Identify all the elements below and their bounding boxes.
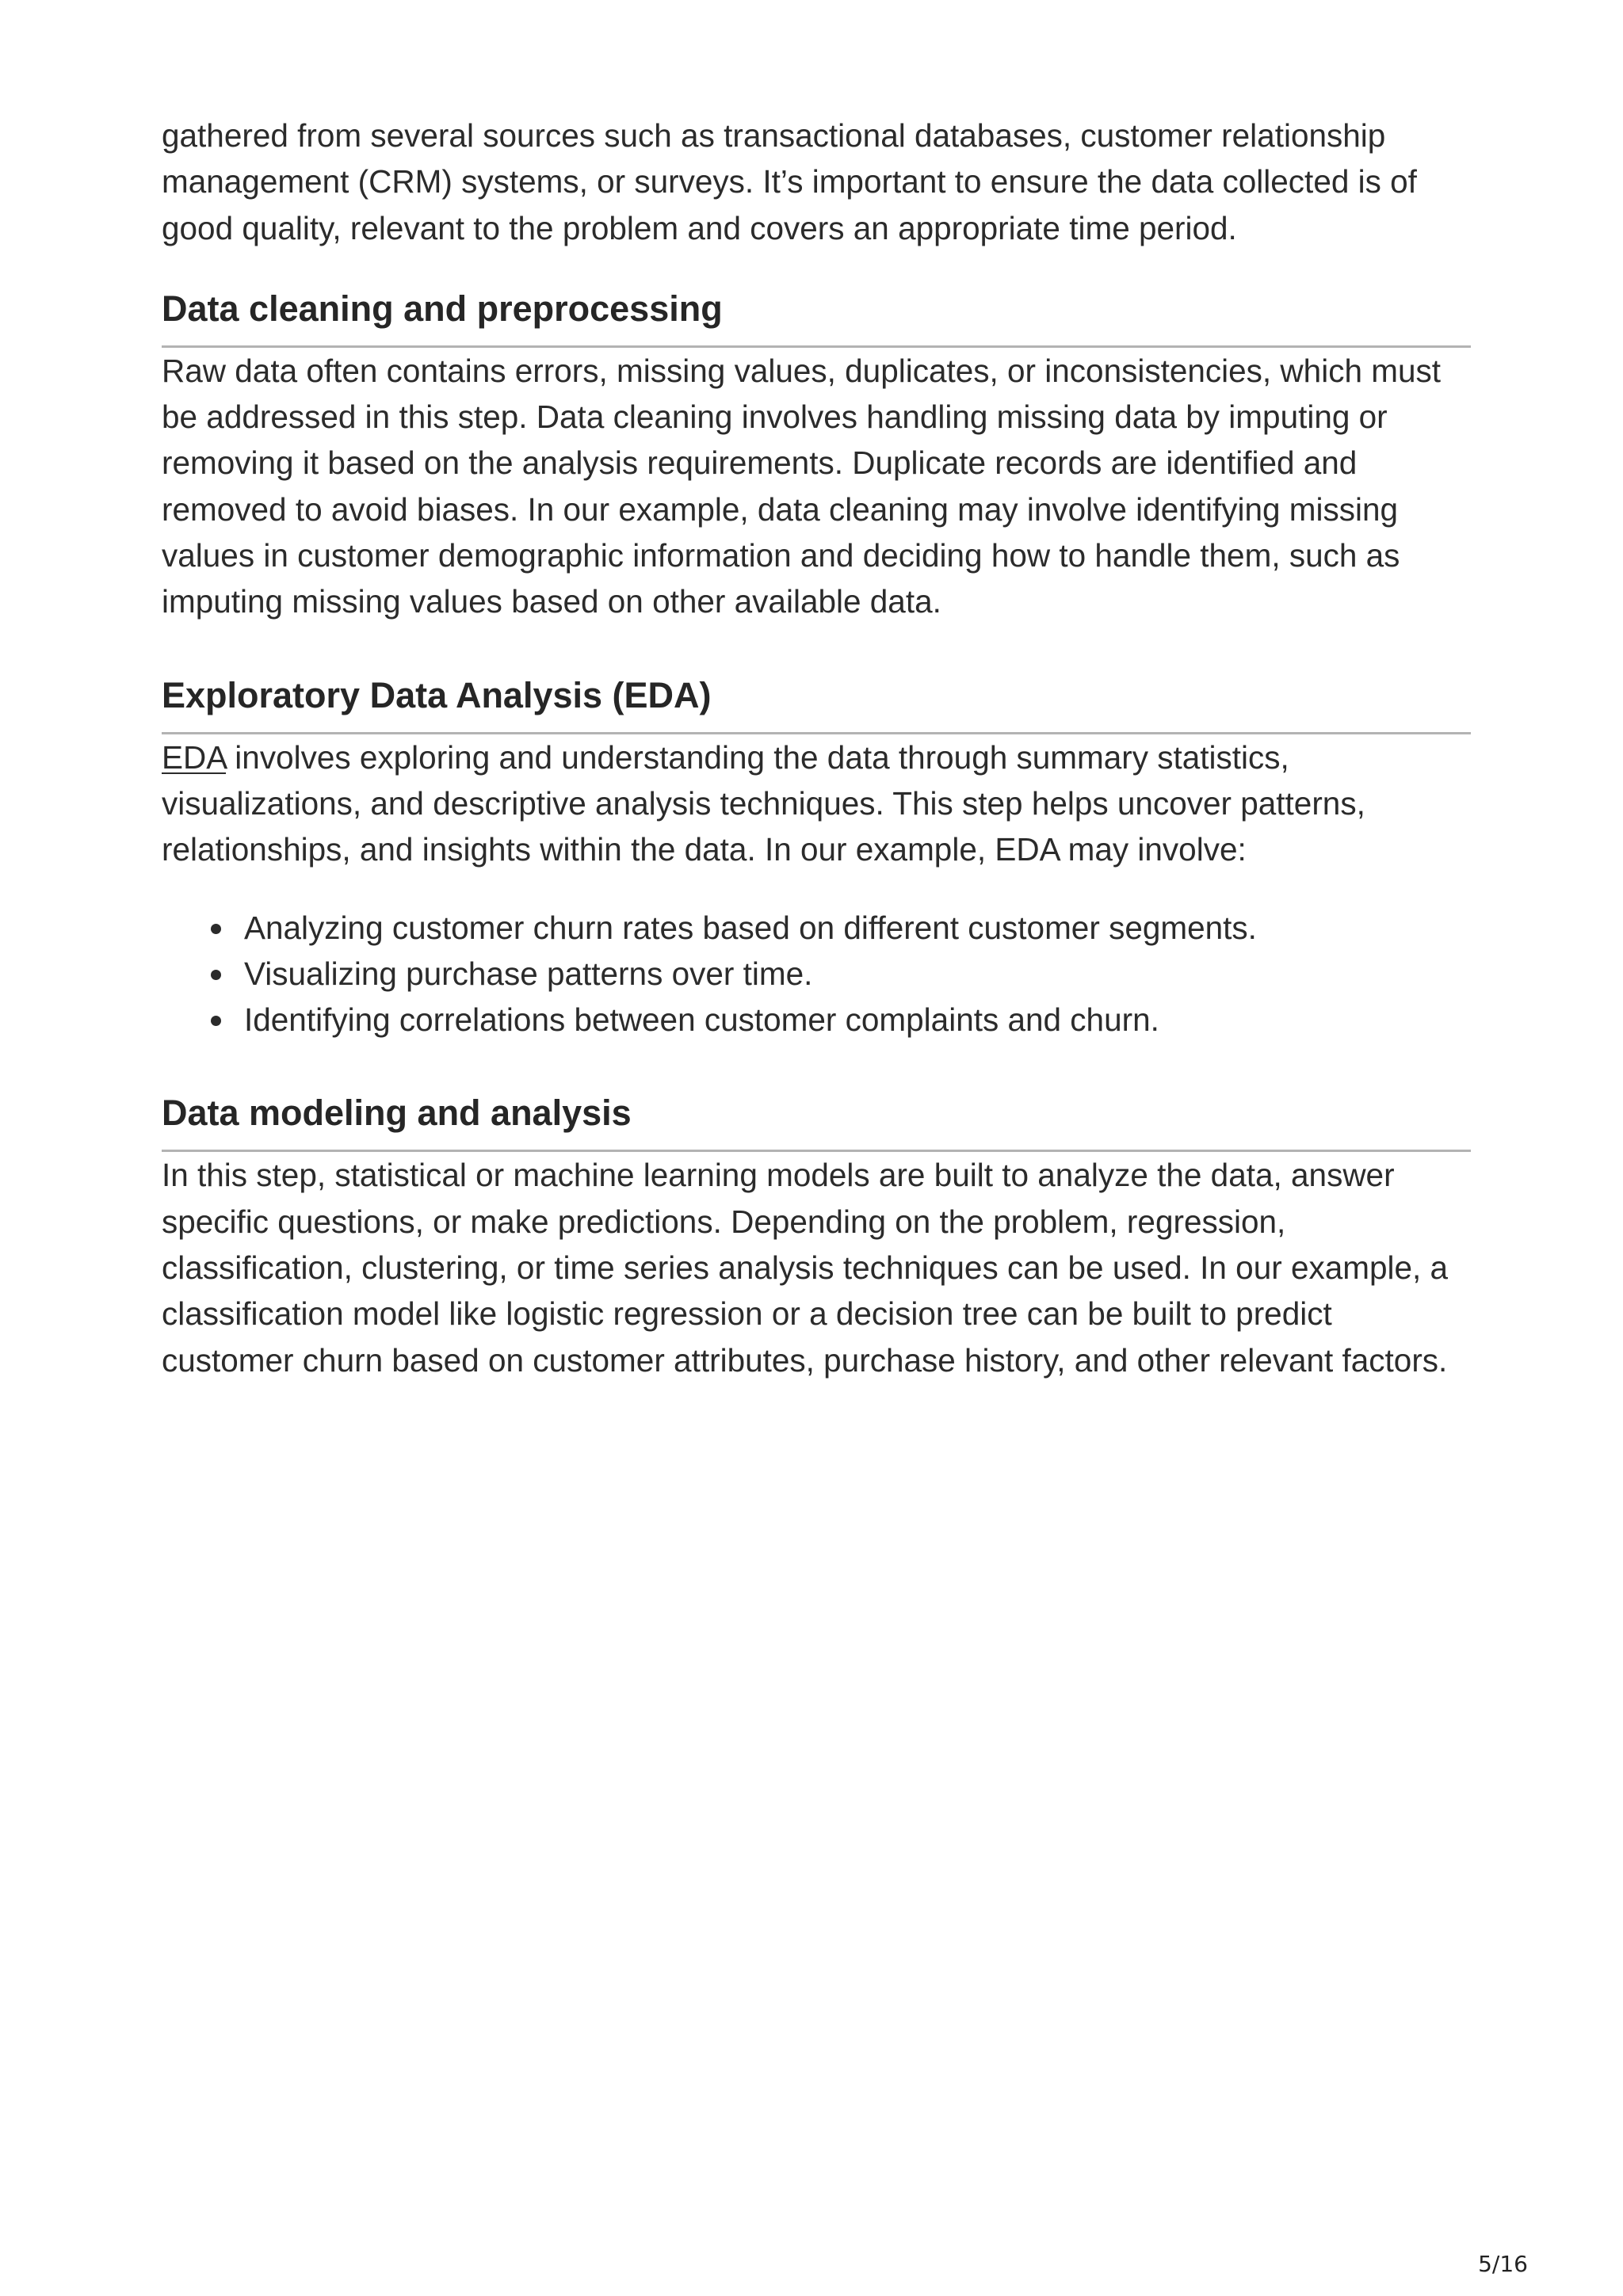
eda-link[interactable]: EDA [162, 738, 227, 776]
section-heading-cleaning: Data cleaning and preprocessing [162, 288, 723, 329]
list-item [244, 951, 1471, 997]
cleaning-paragraph: Raw data often contains errors, missing values, duplicates, or inconsistencies, which must be addressed in this step. Data cleaning involves handling missing data by imputing or removing it based on the analysis requirements. Duplicate records are identified and removed to avoid biases. In our example, data cleaning may involve identifying missing values in customer demographic information and deciding how to handle them, such as imputing missing values based on other available data. [162, 352, 1441, 620]
eda-bullet-list [162, 905, 1471, 1043]
eda-paragraph [162, 734, 1471, 873]
bullet-icon [211, 924, 221, 934]
modeling-paragraph: In this step, statistical or machine learning models are built to analyze the data, answer specific questions, or make predictions. Depending on the problem, regression, classification, clustering, or time series analysis techniques can be used. In our example, a classification model like logistic regression or a decision tree can be built to predict customer churn based on customer attributes, purchase history, and other relevant factors. [162, 1157, 1449, 1379]
document-page [162, 113, 1471, 1383]
intro-paragraph: gathered from several sources such as transactional databases, customer relationship management (CRM) systems, or surveys. It’s important to ensure the data collected is of good quality, relevant to the problem and covers an appropriate time period. [162, 117, 1417, 246]
list-item [244, 997, 1471, 1043]
list-item-text: Analyzing customer churn rates based on different customer segments. [244, 909, 1257, 946]
eda-paragraph-text: involves exploring and understanding the data through summary statistics, visualizations, and descriptive analysis techniques. This step helps uncover patterns, relationships, and insights within the data. In our example, EDA may involve: [162, 738, 1365, 868]
list-item-text: Identifying correlations between customer complaints and churn. [244, 1001, 1159, 1039]
list-item [244, 905, 1471, 951]
bullet-icon [211, 1016, 221, 1026]
page-number: 5/16 [1478, 2251, 1528, 2277]
list-item-text: Visualizing purchase patterns over time. [244, 955, 813, 992]
section-heading-eda: Exploratory Data Analysis (EDA) [162, 674, 712, 715]
section-heading-modeling: Data modeling and analysis [162, 1093, 632, 1134]
bullet-icon [211, 970, 221, 980]
